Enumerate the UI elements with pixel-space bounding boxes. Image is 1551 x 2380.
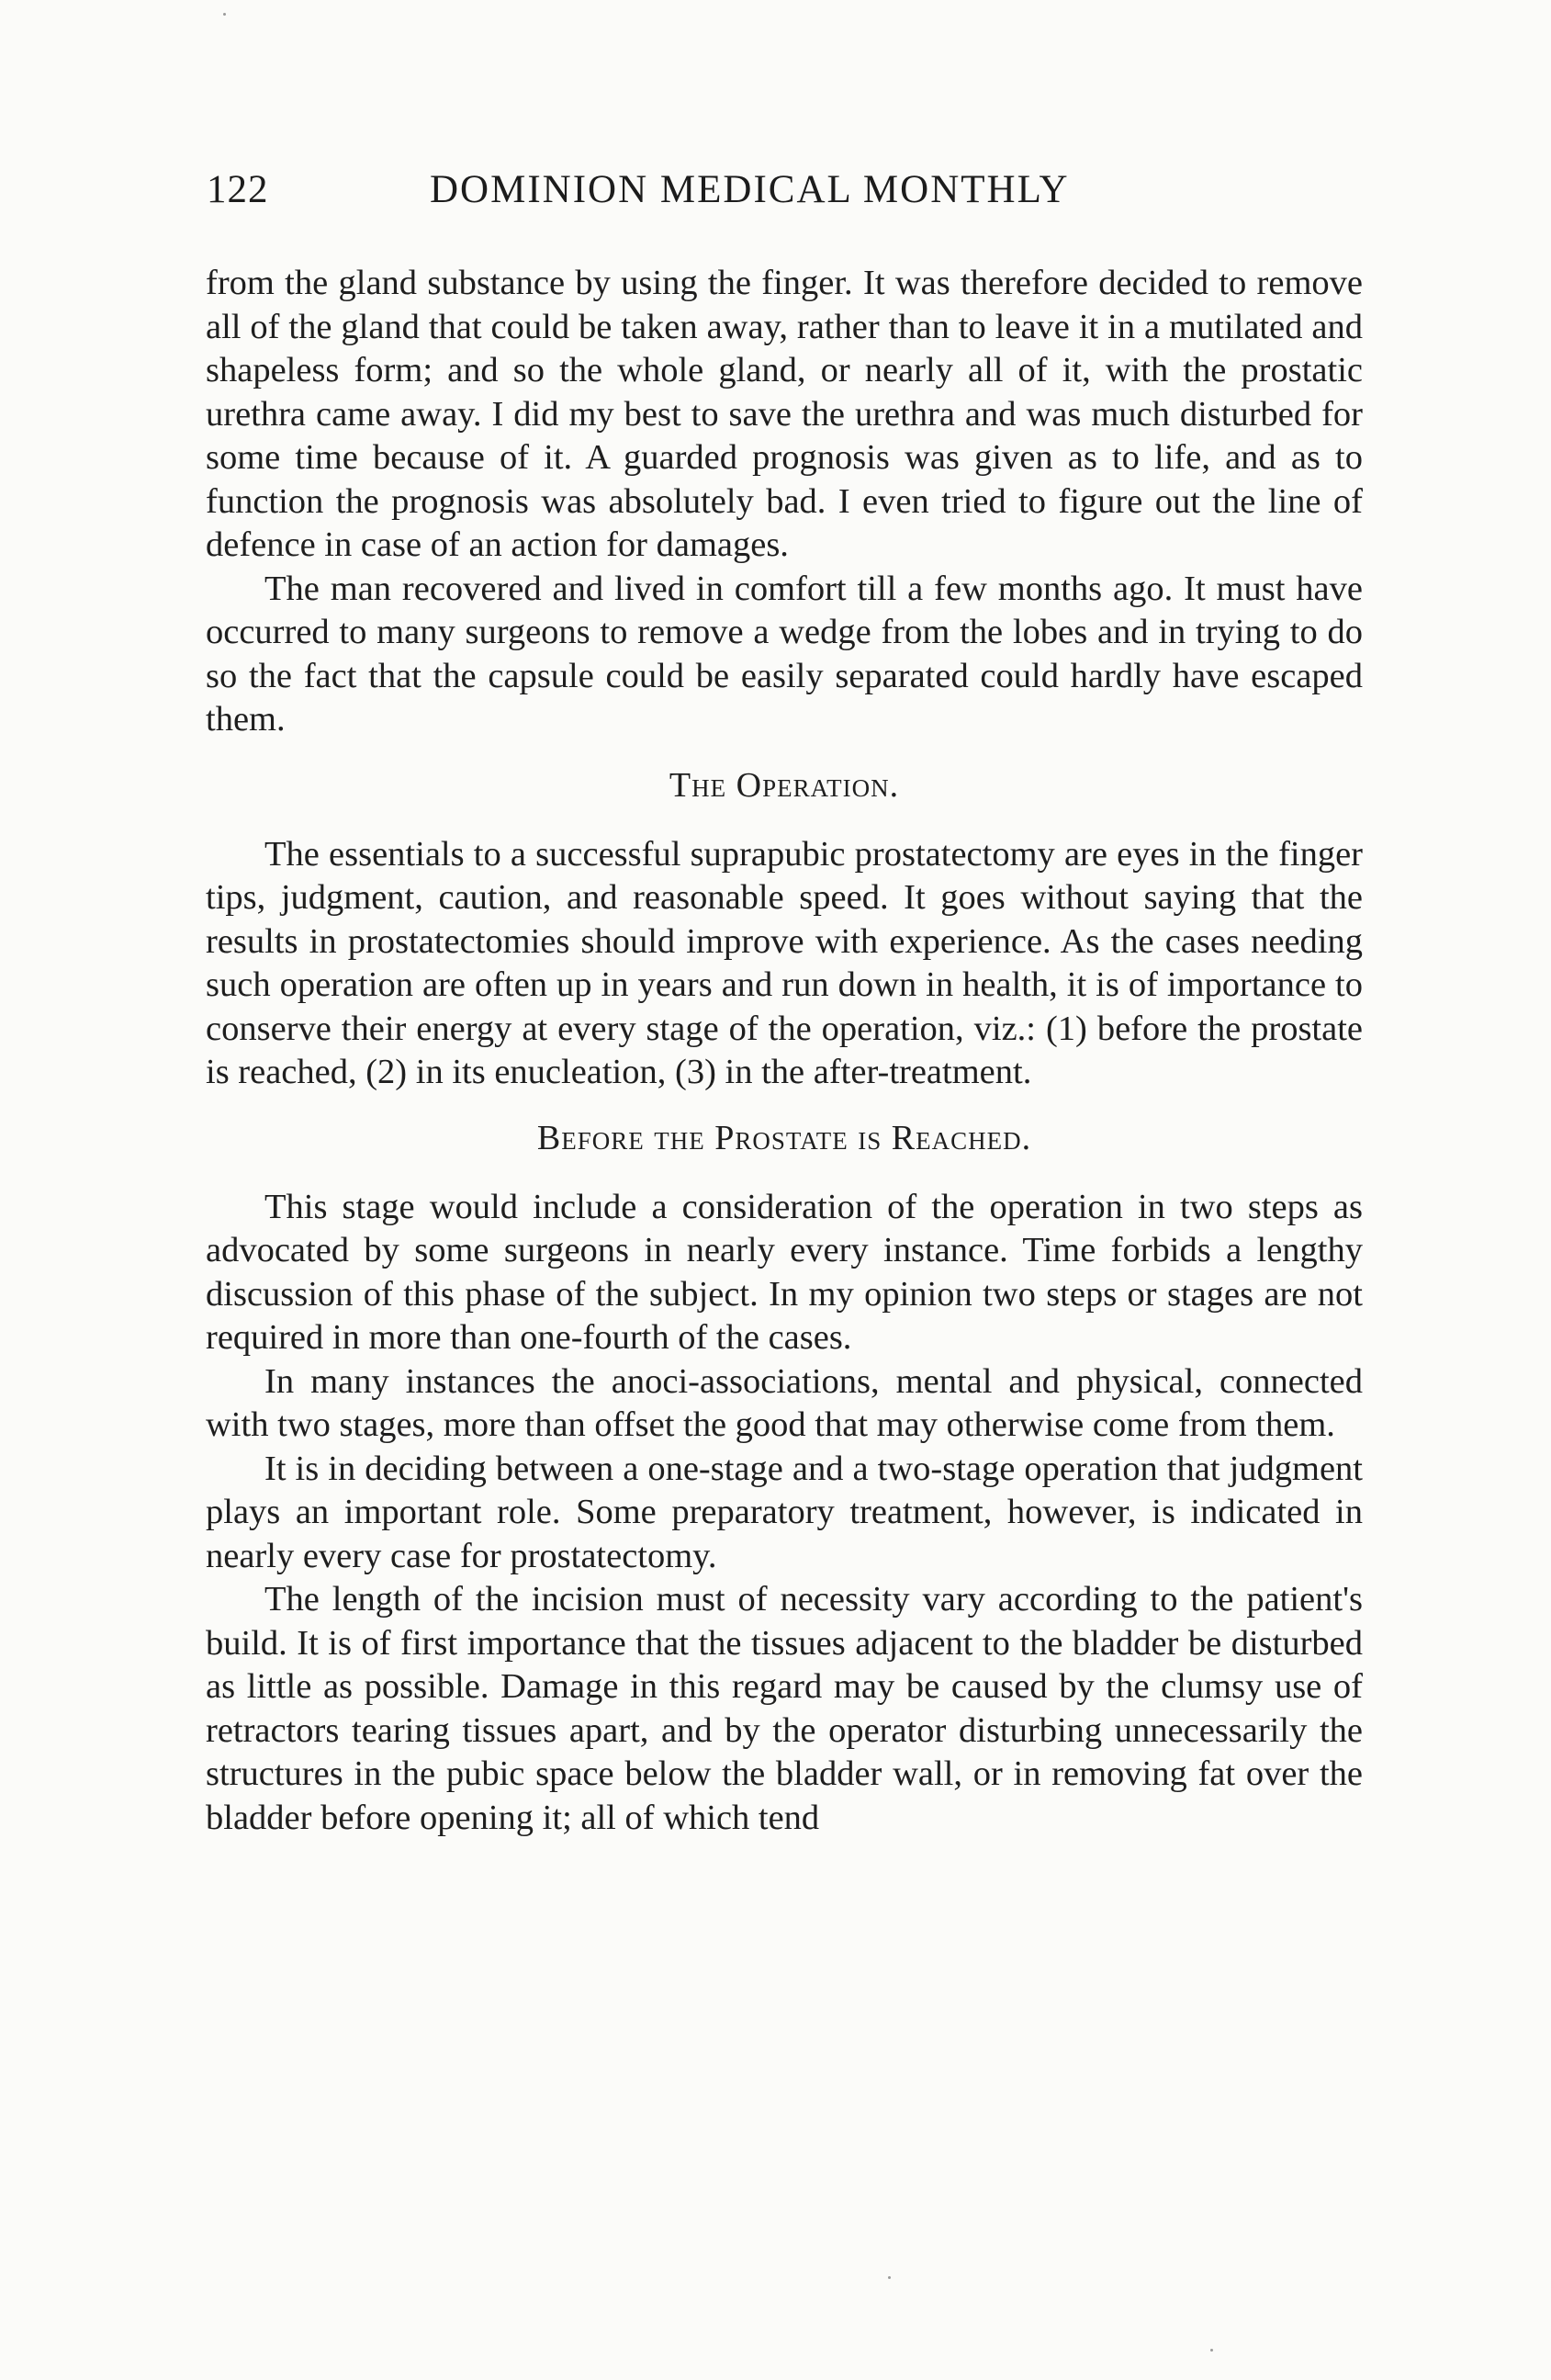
section-heading-before-prostate: Before the Prostate is Reached. [536, 1118, 1032, 1157]
scan-speck [888, 2276, 891, 2279]
scan-speck [1210, 2349, 1213, 2352]
paragraph-continued: from the gland substance by using the finger. It was therefore decided to remove all of the gland that could be taken away, rather than to leave it in a mutilated and shapeless form; and so the whole gland, or nearly all of it, with the prostatic urethra came away. I did my best to save the urethra and was much disturbed for some time because of it. A guarded prognosis was given as to life, and as to function the prognosis was absolutely bad. I even tried to figure out the line of defence in case of an action for damages. [206, 264, 1363, 564]
paragraph: It is in deciding between a one-stage and a two-stage operation that judgment plays an important role. Some preparatory treatment, however, is indicated in nearly every case for prostatectomy. [206, 1449, 1363, 1575]
page-header [207, 167, 1364, 222]
page-number: 122 [207, 168, 269, 211]
paragraph: The essentials to a successful suprapubic prostatectomy are eyes in the finger tips, judgment, caution, and reasonable speed. It goes without saying that the results in prostatectomies should improve with experience. As the cases needing such operation are often up in years and run down in health, it is of importance to conserve their energy at every stage of the operation, viz.: (1) before the prostate is reached, (2) in its enucleation, (3) in the after-treatment. [206, 834, 1363, 1091]
section-heading-operation: The Operation. [669, 765, 900, 805]
scan-speck [223, 13, 226, 16]
paragraph: In many instances the anoci-associations, mental and physical, connected with two stages, more than offset the good that may otherwise come from them. [206, 1361, 1363, 1444]
paragraph: This stage would include a consideration of the operation in two steps as advocated by some surgeons in nearly every instance. Time forbids a lengthy discussion of this phase of the subject. In my opinion two steps or stages are not required in more than one-fourth of the cases. [206, 1187, 1363, 1357]
running-title: DOMINION MEDICAL MONTHLY [430, 168, 1070, 211]
article-body [206, 262, 1363, 1840]
paragraph: The man recovered and lived in comfort till a few months ago. It must have occurred to many surgeons to remove a wedge from the lobes and in trying to do so the fact that the capsule could be easily separated could hardly have escaped them. [206, 569, 1363, 739]
paragraph: The length of the incision must of necessity vary according to the patient's build. It is of first importance that the tissues adjacent to the bladder be disturbed as little as possible. Damage in this regard may be caused by the clumsy use of retractors tearing tissues apart, and by the operator disturbing unnecessarily the structures in the pubic space below the bladder wall, or in removing fat over the bladder before opening it; all of which tend [206, 1580, 1363, 1837]
